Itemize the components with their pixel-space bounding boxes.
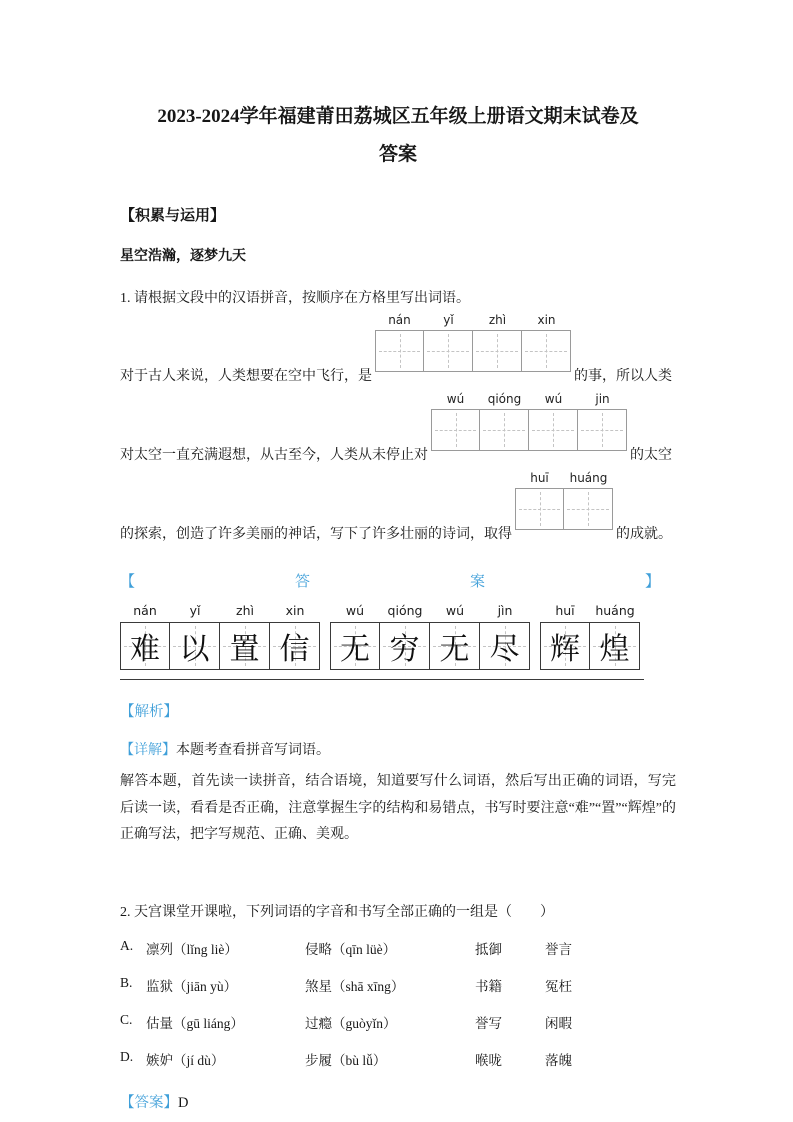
option-term-1: 嫉妒（jí dù） [146,1052,225,1068]
option-term-3: 抵御 [475,941,502,957]
option-term-2: 步履（bù lǚ） [305,1052,387,1068]
answer-grid-area [120,603,644,680]
passage-text: 的成就。 [616,527,672,542]
pinyin-label: xin [537,313,556,327]
option-term-2: 过瘾（guòyǐn） [305,1015,397,1031]
pinyin-labels [431,392,627,409]
writing-boxes [375,330,571,372]
passage-subheader: 星空浩瀚，逐梦九天 [120,249,246,264]
option-term-4: 冤枉 [545,978,572,994]
pinyin-grid-2 [431,392,627,451]
answer-character-cell [330,622,380,670]
pinyin-labels [375,313,571,330]
answer-group-3 [540,603,640,670]
pinyin-label: wú [445,603,465,618]
answer-character-cell [270,622,320,670]
option-term-1: 凛列（lǐng liè） [146,941,238,957]
writing-box[interactable] [431,409,480,451]
document-title-line1: 2023-2024学年福建莆田荔城区五年级上册语文期末试卷及 [157,106,639,127]
answer-banner-word2: 案 [469,574,485,590]
document-title-line2: 答案 [378,144,417,165]
answer-pinyin-labels [330,603,530,622]
pinyin-label: huáng [595,603,635,618]
pinyin-label: zhì [236,603,254,618]
option-term-2: 煞星（shā xīng） [305,978,405,994]
answer-character: 辉 [550,633,580,666]
answer-character-boxes [540,622,640,670]
writing-box[interactable] [529,409,578,451]
answer-character-cell [590,622,640,670]
writing-boxes [431,409,627,451]
option-term-1: 估量（gū liáng） [146,1015,244,1031]
answer-character-cell [380,622,430,670]
passage-text: 对太空一直充满遐想，从古至今，人类从未停止对 [120,448,428,463]
option-row-d[interactable] [120,1049,676,1069]
answer-character: 信 [279,633,310,666]
pinyin-label: wú [544,392,563,406]
option-term-4: 誉言 [545,941,572,957]
option-term-3: 书籍 [475,978,502,994]
option-label: D. [120,1048,134,1064]
passage-text: 对于古人来说，人类想要在空中飞行，是 [120,369,372,384]
pinyin-grid-1 [375,313,571,372]
writing-box[interactable] [473,330,522,372]
answer-value: D [178,1094,189,1111]
pinyin-label: qióng [487,392,522,406]
answer-character-boxes [330,622,530,670]
pinyin-label: zhì [488,313,507,327]
question2-text: 2. 天宫课堂开课啦，下列词语的字音和书写全部正确的一组是（ ） [120,904,554,920]
writing-box[interactable] [522,330,571,372]
answer-group-2 [330,603,530,670]
passage-text: 的太空 [630,448,672,463]
pinyin-label: jin [595,392,610,406]
pinyin-label: yǐ [189,603,201,618]
pinyin-label: huáng [569,471,608,485]
answer-character: 以 [179,633,210,666]
pinyin-label: huī [530,471,549,485]
answer-character-cell [430,622,480,670]
question2-options [120,938,676,1069]
writing-box[interactable] [578,409,627,451]
answer-character-cell [480,622,530,670]
answer-character-cell [540,622,590,670]
answer-character-cell [170,622,220,670]
answer-character-cell [120,622,170,670]
option-row-c[interactable] [120,1012,676,1032]
option-label: A. [120,937,134,953]
pinyin-label: qióng [387,603,423,618]
answer-banner [120,570,660,591]
answer-pinyin-labels [540,603,640,622]
answer-label: 【答案】 [120,1094,178,1111]
option-label: B. [120,974,133,990]
answer-character: 无 [439,633,470,666]
writing-box[interactable] [375,330,424,372]
answer-character: 置 [229,633,260,666]
pinyin-label: xin [285,603,305,618]
pinyin-label: nán [133,603,157,618]
document-title [120,98,676,174]
detail-label: 【详解】 [120,743,176,758]
pinyin-label: nán [388,313,411,327]
answer-character: 穷 [389,633,420,666]
question1-text: 1. 请根据文段中的汉语拼音，按顺序在方格里写出词语。 [120,291,470,306]
passage-line-3 [120,471,676,544]
answer-character: 无 [340,633,370,666]
option-term-4: 闲暇 [545,1015,572,1031]
passage-line-2 [120,392,676,465]
detail-text: 本题考查看拼音写词语。 [176,743,330,758]
question2-answer [120,1091,676,1112]
passage-text: 的事，所以人类 [574,369,672,384]
option-term-3: 誉写 [475,1015,502,1031]
option-row-b[interactable] [120,975,676,995]
analysis-paragraph: 解答本题，首先读一读拼音，结合语境，知道要写什么词语，然后写出正确的词语，写完后读一读，看看是否正确，注意掌握生字的结构和易错点，书写时要注意“难”“置”“辉煌”的正确写法，把字写规范、正确、美观。 [120,774,676,843]
option-term-1: 监狱（jiān yù） [146,978,238,994]
answer-banner-word1: 答 [294,574,310,590]
answer-character-boxes [120,622,320,670]
answer-character: 煌 [599,633,630,666]
option-term-2: 侵略（qīn lüè） [305,941,397,957]
analysis-header: 【解析】 [120,704,178,720]
pinyin-label: wú [345,603,365,618]
answer-group-1 [120,603,320,670]
answer-character: 难 [130,633,160,666]
pinyin-labels [515,471,613,488]
writing-box[interactable] [424,330,473,372]
answer-character-cell [220,622,270,670]
pinyin-grid-3 [515,471,613,530]
writing-box[interactable] [480,409,529,451]
answer-character: 尽 [489,633,520,666]
passage-line-1 [120,313,676,386]
pinyin-label: yǐ [443,313,454,327]
bracket-left: 【 [120,574,136,590]
option-term-4: 落魄 [545,1052,572,1068]
answer-groups [120,603,644,670]
pinyin-label: jìn [497,603,513,618]
section-header: 【积累与运用】 [120,208,226,224]
writing-box[interactable] [564,488,613,530]
bracket-right: 】 [644,574,660,590]
answer-pinyin-labels [120,603,320,622]
pinyin-label: wú [446,392,465,406]
writing-box[interactable] [515,488,564,530]
pinyin-label: huī [555,603,575,618]
option-term-3: 喉咙 [475,1052,502,1068]
option-label: C. [120,1011,133,1027]
option-row-a[interactable] [120,938,676,958]
detail-line [120,739,676,759]
writing-boxes [515,488,613,530]
passage-text: 的探索，创造了许多美丽的神话，写下了许多壮丽的诗词，取得 [120,527,512,542]
